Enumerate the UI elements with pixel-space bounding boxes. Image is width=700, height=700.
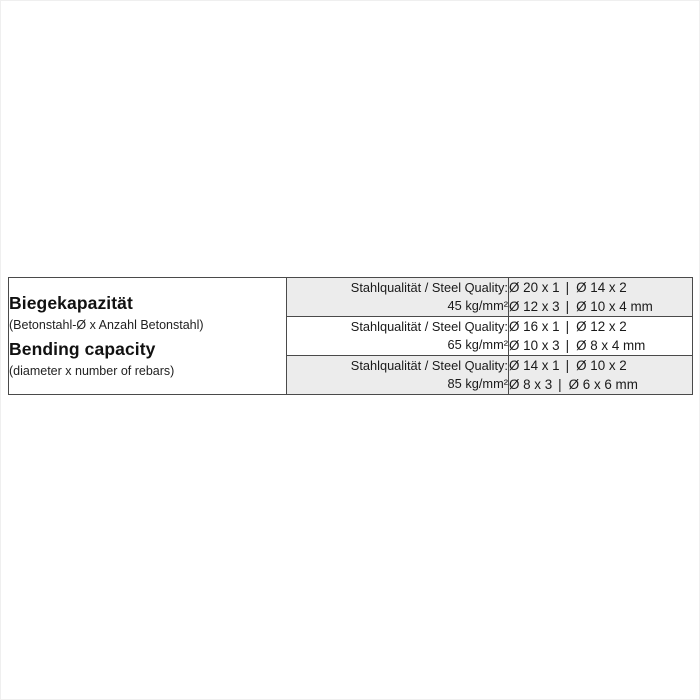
steel-quality-value: 45 kg/mm²	[447, 298, 508, 314]
capacity-values-line-2	[509, 297, 692, 316]
capacity-label-cell	[9, 278, 287, 395]
steel-quality-value: 85 kg/mm²	[447, 376, 508, 392]
bending-capacity-table-container	[8, 277, 692, 395]
capacity-values-line-2	[509, 375, 692, 394]
steel-quality-label: Stahlqualität / Steel Quality:	[350, 358, 508, 373]
value-separator: |	[558, 377, 562, 393]
table-row	[9, 278, 693, 317]
capacity-values-line-1	[509, 317, 692, 336]
value-right: Ø 8 x 4 mm	[576, 338, 646, 354]
label-english-subtitle: (diameter x number of rebars)	[9, 364, 175, 379]
capacity-values-line-1	[509, 356, 692, 375]
label-english-title: Bending capacity	[9, 338, 156, 359]
value-separator: |	[565, 358, 570, 374]
steel-quality-label: Stahlqualität / Steel Quality:	[350, 318, 508, 334]
capacity-values-line-2	[509, 336, 692, 355]
steel-quality-cell	[287, 278, 509, 317]
steel-quality-label: Stahlqualität / Steel Quality:	[350, 279, 508, 295]
value-separator: |	[565, 338, 570, 354]
value-left: Ø 12 x 3	[509, 299, 560, 315]
value-right: Ø 12 x 2	[576, 319, 627, 335]
steel-quality-value: 65 kg/mm²	[447, 337, 508, 353]
capacity-values-cell	[509, 356, 693, 395]
value-left: Ø 20 x 1	[509, 280, 560, 295]
label-german-title: Biegekapazität	[9, 292, 133, 313]
capacity-values-cell	[509, 317, 693, 356]
value-left: Ø 10 x 3	[509, 338, 560, 354]
value-separator: |	[565, 299, 570, 315]
value-right: Ø 10 x 2	[576, 358, 627, 374]
value-left: Ø 16 x 1	[509, 319, 560, 335]
capacity-values-cell	[509, 278, 693, 317]
value-right: Ø 10 x 4 mm	[576, 299, 653, 315]
value-separator: |	[565, 280, 570, 295]
capacity-values-line-1	[509, 278, 692, 297]
value-right: Ø 6 x 6 mm	[568, 377, 638, 393]
bending-capacity-table	[8, 277, 693, 395]
steel-quality-cell	[287, 317, 509, 356]
label-german-subtitle: (Betonstahl-Ø x Anzahl Betonstahl)	[9, 318, 204, 333]
value-left: Ø 8 x 3	[509, 377, 553, 393]
value-right: Ø 14 x 2	[576, 280, 627, 295]
value-separator: |	[565, 319, 570, 335]
steel-quality-cell	[287, 356, 509, 395]
value-left: Ø 14 x 1	[509, 358, 560, 374]
